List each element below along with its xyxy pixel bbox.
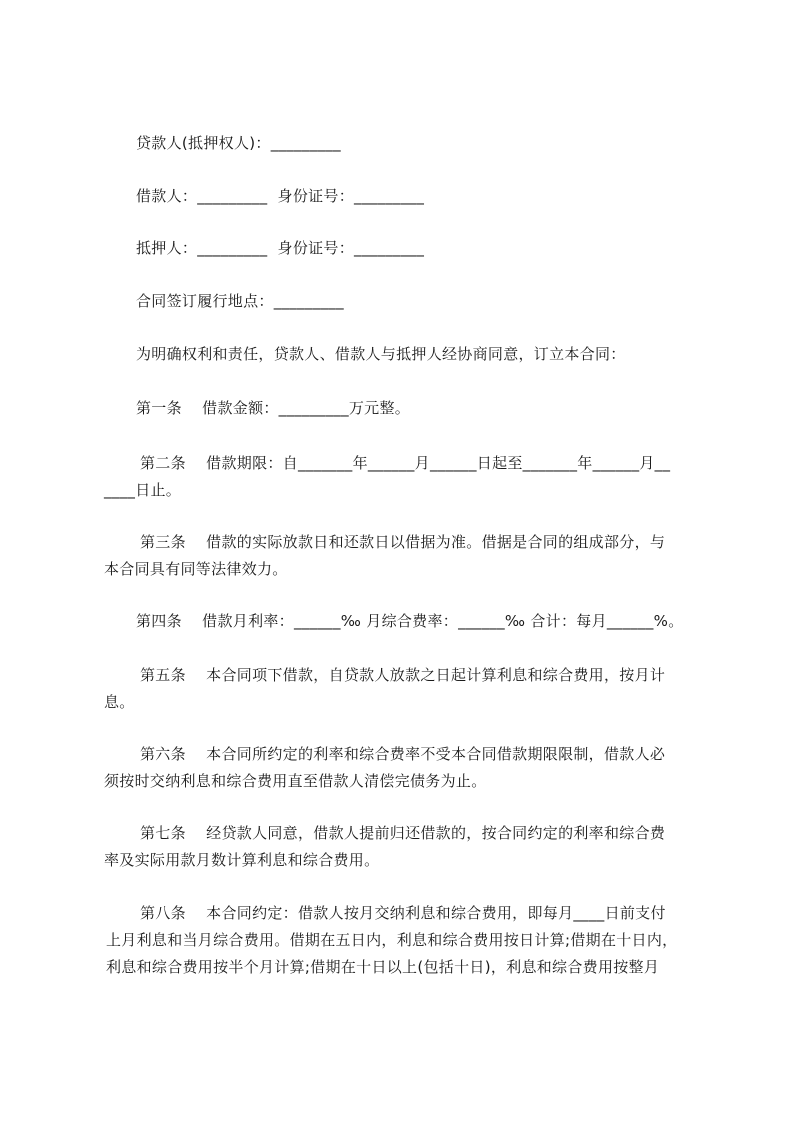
article-7-line-1: 第七条 经贷款人同意，借款人提前归还借款的，按合同约定的利率和综合费 bbox=[140, 824, 666, 842]
borrower-line: 借款人：_________ 身份证号：_________ bbox=[136, 187, 425, 205]
article-2-line-1: 第二条 借款期限：自_______年______月______日起至_______年______月__ bbox=[140, 454, 671, 472]
intro-paragraph: 为明确权利和责任，贷款人、借款人与抵押人经协商同意，订立本合同： bbox=[136, 345, 626, 363]
article-4: 第四条 借款月利率：______‰ 月综合费率：______‰ 合计：每月______%。 bbox=[136, 612, 684, 630]
article-8-line-3: 利息和综合费用按半个月计算;借期在十日以上(包括十日)，利息和综合费用按整月 bbox=[106, 958, 660, 976]
article-8-line-2: 上月利息和当月综合费用。借期在五日内，利息和综合费用按日计算;借期在十日内， bbox=[106, 931, 678, 949]
article-6-line-2: 须按时交纳利息和综合费用直至借款人清偿完债务为止。 bbox=[104, 772, 487, 790]
article-5-line-1: 第五条 本合同项下借款，自贷款人放款之日起计算利息和综合费用，按月计 bbox=[140, 666, 666, 684]
article-3-line-2: 本合同具有同等法律效力。 bbox=[104, 560, 288, 578]
article-8-line-1: 第八条 本合同约定：借款人按月交纳利息和综合费用，即每月____日前支付 bbox=[140, 904, 666, 922]
article-5-line-2: 息。 bbox=[104, 693, 135, 711]
lender-line: 贷款人(抵押权人)：_________ bbox=[136, 134, 341, 152]
location-line: 合同签订履行地点：_________ bbox=[136, 292, 344, 310]
mortgagor-line: 抵押人：_________ 身份证号：_________ bbox=[136, 239, 425, 257]
article-3-line-1: 第三条 借款的实际放款日和还款日以借据为准。借据是合同的组成部分，与 bbox=[140, 533, 666, 551]
article-1: 第一条 借款金额：_________万元整。 bbox=[136, 399, 411, 417]
article-6-line-1: 第六条 本合同所约定的利率和综合费率不受本合同借款期限限制，借款人必 bbox=[140, 745, 666, 763]
article-2-line-2: ____日止。 bbox=[104, 481, 182, 499]
article-7-line-2: 率及实际用款月数计算利息和综合费用。 bbox=[104, 851, 380, 869]
